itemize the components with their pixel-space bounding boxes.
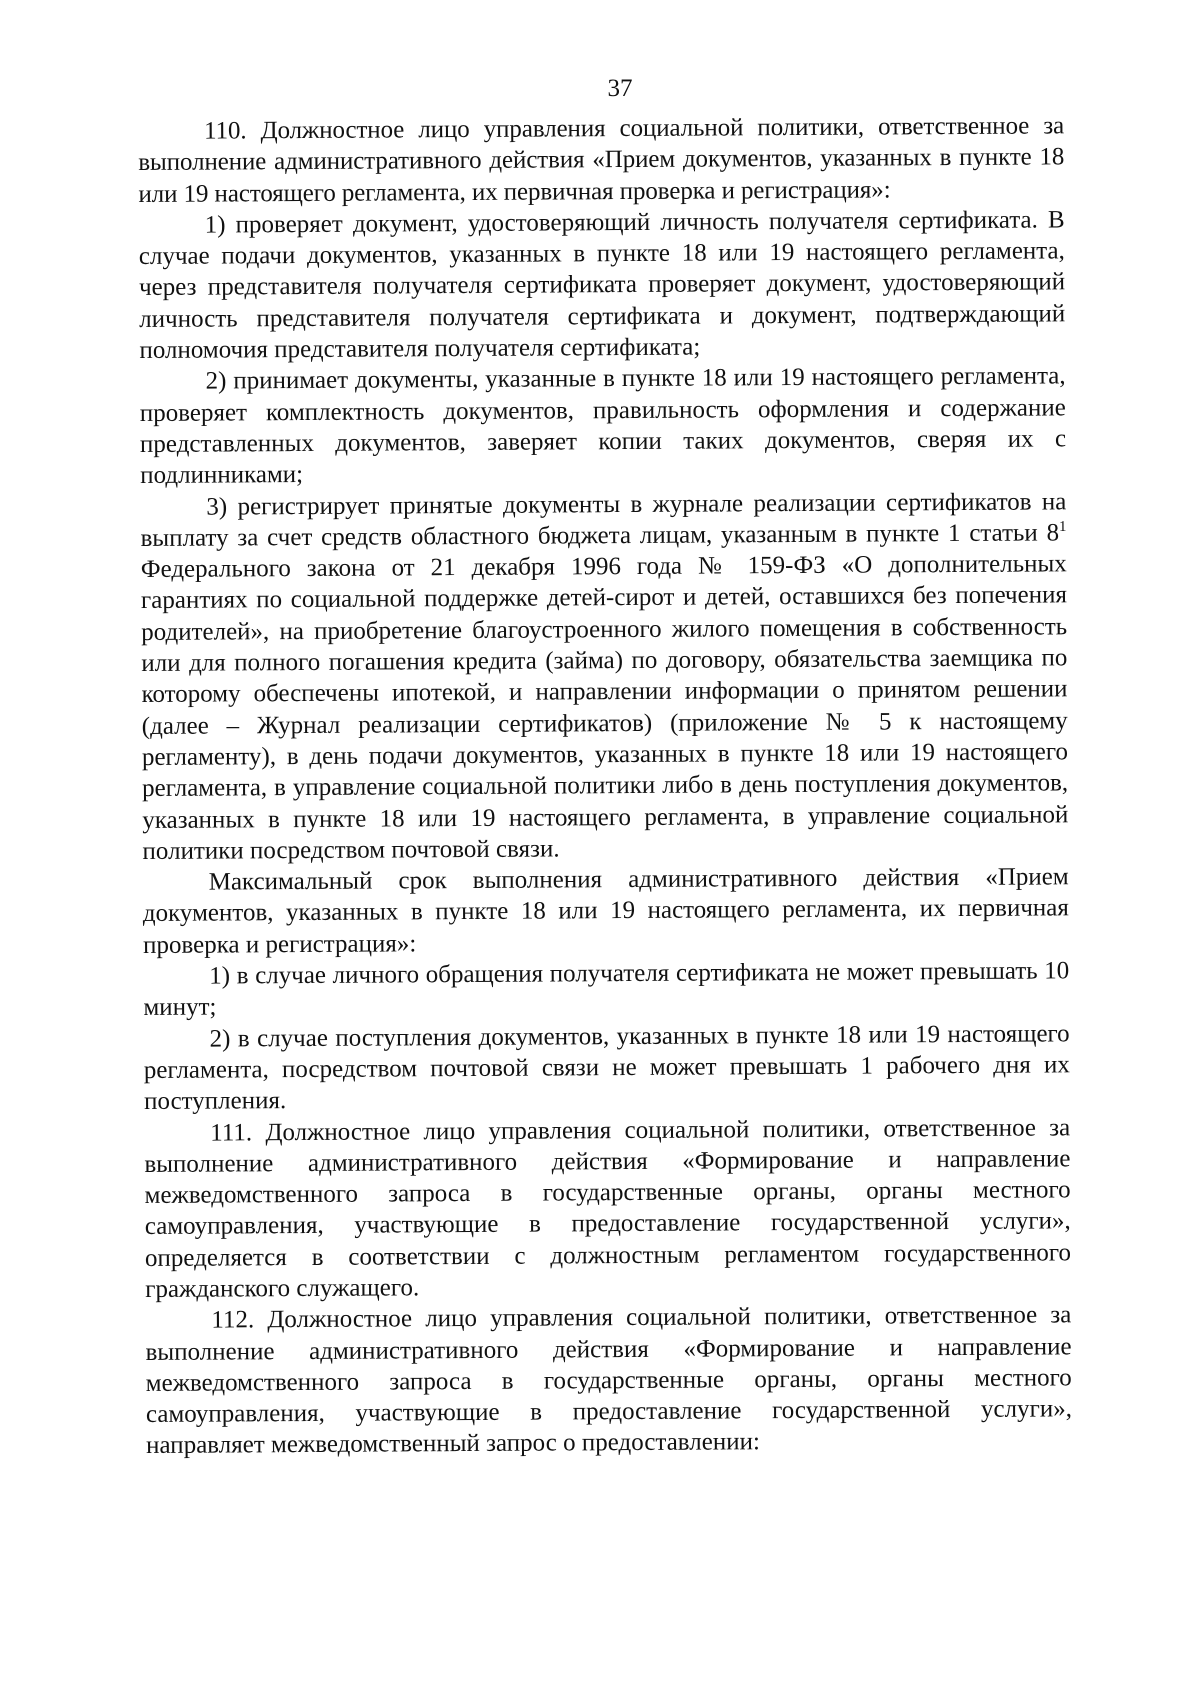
paragraph-item-3-text-start: 3) регистрирует принятые документы в журнале реализации сертификатов на выплату за счет средств областного бюджета лицам, указанным в пункте 1 статьи 8 — [140, 487, 1067, 552]
paragraph-item-2-accept-documents: 2) принимает документы, указанные в пункте 18 или 19 настоящего регламента, проверяет комплектность документов, правильность оформления и содержание представленных документов, заверяет копии таких документов, сверяя их с подлинниками; — [139, 362, 1067, 490]
superscript-marker: 1 — [1058, 518, 1067, 535]
paragraph-110-intro: 110. Должностное лицо управления социальной политики, ответственное за выполнение административного действия «Прием документов, указанных в пункте 18 или 19 настоящего регламента, их первичная проверка и регистрация»: — [138, 112, 1065, 208]
paragraph-item-3-text-end: Федерального закона от 21 декабря 1996 года № 159-ФЗ «О дополнительных гарантиях по социальной поддержке детей-сирот и детей, оставшихся без попечения родителей», на приобретение благоустроенного жилого помещения в собственность или для полного погашения кредита (займа) по договору, обязательства заемщика по которому обеспечены ипотекой, и направлении информации о принятом решении (далее – Журнал реализации сертификатов) (приложение № 5 к настоящему регламенту), в день подачи документов, указанных в пункте 18 или 19 настоящего регламента, в управление социальной политики либо в день поступления документов, указанных в пункте 18 или 19 настоящего регламента, в управление социальной политики посредством почтовой связи. — [140, 550, 1069, 865]
paragraph-term-item-1: 1) в случае личного обращения получателя сертификата не может превышать 10 минут; — [143, 957, 1070, 1022]
page-number: 37 — [607, 75, 633, 102]
paragraph-111: 111. Должностное лицо управления социальной политики, ответственное за выполнение административного действия «Формирование и направление межведомственного запроса в государственные органы, органы местного самоуправления, участвующие в предоставление государственной услуги», определяется в соответствии с должностным регламентом государственного гражданского служащего. — [144, 1113, 1072, 1303]
paragraph-max-term: Максимальный срок выполнения административного действия «Прием документов, указанных в пункте 18 или 19 настоящего регламента, их первичная проверка и регистрация»: — [142, 863, 1069, 959]
document-body — [138, 110, 1072, 1461]
paragraph-item-3-register-documents — [140, 486, 1068, 867]
paragraph-item-1-identity-check: 1) проверяет документ, удостоверяющий личность получателя сертификата. В случае подачи документов, указанных в пункте 18 или 19 настоящего регламента, через представителя получателя сертификата проверяет документ, удостоверяющий личность представителя получателя сертификата и документ, подтверждающий полномочия представителя получателя сертификата; — [138, 206, 1066, 365]
paragraph-term-item-2: 2) в случае поступления документов, указанных в пункте 18 или 19 настоящего регламента, посредством почтовой связи не может превышать 1 рабочего дня их поступления. — [143, 1019, 1070, 1116]
paragraph-112: 112. Должностное лицо управления социальной политики, ответственное за выполнение административного действия «Формирование и направление межведомственного запроса в государственные органы, органы местного самоуправления, участвующие в предоставление государственной услуги», направляет межведомственный запрос о предоставлении: — [145, 1301, 1072, 1460]
